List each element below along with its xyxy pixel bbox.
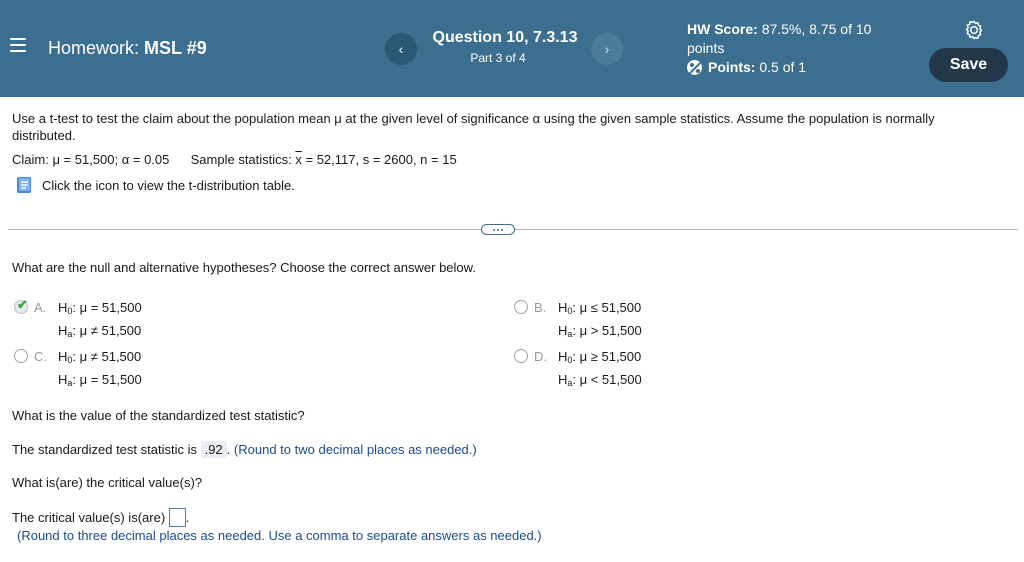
test-statistic-prefix: The standardized test statistic is [12,442,201,457]
h0-subscript: 0 [567,306,573,316]
option-d-ha: : μ < 51,500 [572,372,642,387]
hw-score-line [687,20,871,39]
question-part: Part 3 of 4 [470,51,526,65]
h0-subscript: 0 [567,355,573,365]
option-a-letter: A. [34,300,47,315]
h0-subscript: 0 [67,306,73,316]
check-icon: ✔ [17,297,28,312]
option-a-h0: : μ = 51,500 [72,300,142,315]
option-a[interactable] [14,298,254,338]
points-value: 0.5 of 1 [759,59,807,75]
ha-subscript: a [567,378,573,388]
ha-subscript: a [67,378,73,388]
h0-label: H [58,349,68,364]
hw-score-suffix: points [687,40,725,56]
option-c-radio[interactable] [14,349,28,363]
t-table-link-text[interactable]: Click the icon to view the t-distribution table. [42,178,295,193]
test-statistic-answer[interactable]: .92 [201,441,227,458]
hw-score-label: HW Score: [687,21,758,37]
score-panel [687,20,871,77]
option-d-text [558,347,642,393]
option-c-h0: : μ ≠ 51,500 [72,349,142,364]
option-a-text [58,298,142,344]
homework-prefix: Homework: [48,38,140,58]
top-header [0,0,1024,97]
ha-label: H [58,323,68,338]
homework-name: MSL #9 [144,38,207,58]
option-d[interactable] [514,347,754,387]
points-line [687,58,871,77]
claim-text: Claim: μ = 51,500; α = 0.05 [12,152,170,167]
book-icon[interactable] [14,175,34,195]
ha-label: H [558,372,568,387]
question-title: Question 10, 7.3.13 [432,29,578,46]
save-button[interactable]: Save [929,48,1008,82]
ha-subscript: a [567,329,573,339]
points-label: Points: [708,59,756,75]
option-b[interactable] [514,298,754,338]
test-statistic-answer-line [12,441,477,458]
critical-value-input[interactable] [169,508,186,527]
next-question-button[interactable] [591,33,623,65]
hypotheses-prompt: What are the null and alternative hypotheses? Choose the correct answer below. [12,260,476,275]
expand-more-button[interactable] [481,224,515,235]
x-bar-symbol: $\overline{x}$ [295,152,302,167]
intro-line-2: distributed. [12,128,76,143]
hamburger-menu-icon[interactable] [10,38,26,52]
critical-value-prompt: What is(are) the critical value(s)? [12,475,202,490]
h0-subscript: 0 [67,355,73,365]
test-statistic-suffix: . [226,442,231,457]
option-d-letter: D. [534,349,547,364]
percent-points-icon [687,60,702,75]
ha-label: H [558,323,568,338]
h0-label: H [58,300,68,315]
homework-title [48,38,207,59]
gear-icon[interactable] [963,19,985,41]
option-b-text [558,298,642,344]
h0-label: H [558,349,568,364]
option-d-h0: : μ ≥ 51,500 [572,349,642,364]
option-b-ha: : μ > 51,500 [572,323,642,338]
critical-value-hint: (Round to three decimal places as needed. Use a comma to separate answers as needed.) [17,528,542,543]
ha-label: H [58,372,68,387]
option-b-letter: B. [534,300,547,315]
chevron-right-icon: › [604,41,610,57]
stats-values: = 52,117, s = 2600, n = 15 [301,152,457,167]
critical-value-suffix: . [185,510,190,525]
option-a-ha: : μ ≠ 51,500 [72,323,142,338]
test-statistic-prompt: What is the value of the standardized test statistic? [12,408,305,423]
option-d-radio[interactable] [514,349,528,363]
h0-label: H [558,300,568,315]
critical-value-answer-line [12,508,189,527]
option-c-letter: C. [34,349,47,364]
option-b-h0: : μ ≤ 51,500 [572,300,642,315]
ha-subscript: a [67,329,73,339]
problem-intro [12,110,1002,144]
critical-value-prefix: The critical value(s) is(are) [12,510,169,525]
option-c[interactable] [14,347,254,387]
chevron-left-icon: ‹ [398,41,404,57]
option-b-radio[interactable] [514,300,528,314]
stats-prefix: Sample statistics: [190,152,296,167]
claim-line [12,152,457,167]
intro-line-1: Use a t-test to test the claim about the population mean μ at the given level of significance α using the given sample statistics. Assume the population is normally [12,111,935,126]
option-c-text [58,347,142,393]
previous-question-button[interactable] [385,33,417,65]
option-c-ha: : μ = 51,500 [72,372,142,387]
test-statistic-hint: (Round to two decimal places as needed.) [233,442,477,457]
hw-score-value: 87.5%, 8.75 of 10 [761,21,872,37]
